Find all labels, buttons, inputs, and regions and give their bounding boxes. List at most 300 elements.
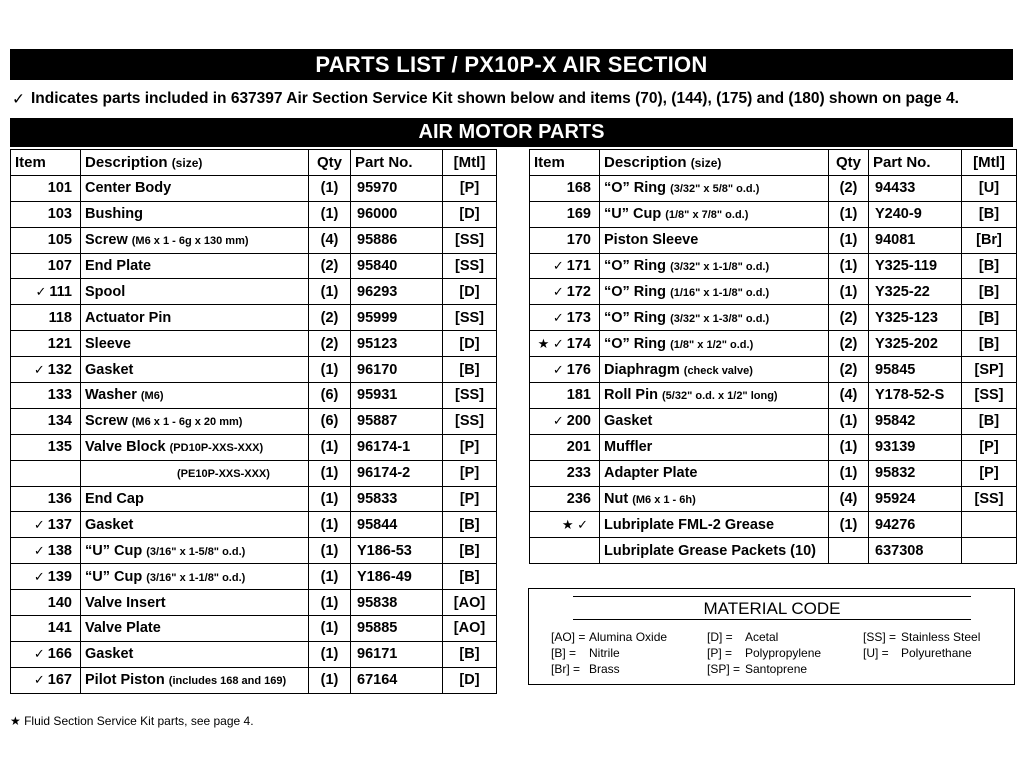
table-row <box>530 253 1017 279</box>
item-cell <box>530 383 600 409</box>
item-cell <box>11 227 81 253</box>
description-text: Roll Pin <box>604 387 658 404</box>
material-cell: [SS] <box>443 305 497 331</box>
material-code-column <box>707 629 821 677</box>
description-cell <box>600 434 829 460</box>
item-cell <box>11 253 81 279</box>
size-text: (1/8" x 7/8" o.d.) <box>665 209 749 222</box>
description-cell <box>81 201 309 227</box>
description-cell <box>600 538 829 564</box>
part-number-cell: 94276 <box>869 512 962 538</box>
item-cell <box>11 305 81 331</box>
table-row <box>11 279 497 305</box>
part-number-cell: 95845 <box>869 357 962 383</box>
material-cell: [B] <box>443 512 497 538</box>
material-cell: [U] <box>962 175 1017 201</box>
item-number: 136 <box>47 491 72 508</box>
description-text: “U” Cup <box>85 542 143 559</box>
item-cell <box>530 305 600 331</box>
item-number: 137 <box>47 516 72 533</box>
table-row <box>11 616 497 642</box>
item-number: 201 <box>566 439 591 456</box>
table-row <box>11 383 497 409</box>
description-cell <box>600 279 829 305</box>
qty-cell: (1) <box>309 564 351 590</box>
kit-mark-icon: ✓ <box>33 672 45 688</box>
item-number: 167 <box>47 672 72 689</box>
description-cell <box>81 641 309 667</box>
qty-cell: (6) <box>309 383 351 409</box>
item-number: 141 <box>47 620 72 637</box>
table-row <box>11 460 497 486</box>
size-text: (PD10P-XXS-XXX) <box>169 442 264 455</box>
item-number: 135 <box>47 439 72 456</box>
item-number: 174 <box>566 335 591 352</box>
description-cell <box>81 486 309 512</box>
kit-mark-icon: ✓ <box>33 361 45 377</box>
qty-cell: (4) <box>829 383 869 409</box>
item-number: 140 <box>47 594 72 611</box>
item-number: 101 <box>47 180 72 197</box>
item-cell <box>11 512 81 538</box>
column-header-part-no: Part No. <box>351 150 443 176</box>
size-text: (1/8" x 1/2" o.d.) <box>670 338 754 351</box>
description-cell <box>600 331 829 357</box>
part-number-cell: 95887 <box>351 408 443 434</box>
material-name: Brass <box>589 662 620 676</box>
description-text: Adapter Plate <box>604 465 698 482</box>
material-code-entry <box>863 629 980 645</box>
item-number: 200 <box>566 413 591 430</box>
description-text: Pilot Piston <box>85 672 165 689</box>
part-number-cell: 95833 <box>351 486 443 512</box>
size-text: (1/16" x 1-1/8" o.d.) <box>670 286 770 299</box>
qty-cell: (2) <box>829 331 869 357</box>
description-text: Spool <box>85 283 126 300</box>
column-header-item: Item <box>11 150 81 176</box>
size-text: (3/32" x 5/8" o.d.) <box>670 183 760 196</box>
part-number-cell: 95931 <box>351 383 443 409</box>
material-cell: [Br] <box>962 227 1017 253</box>
description-cell <box>81 460 309 486</box>
item-cell <box>530 434 600 460</box>
description-text: Screw <box>85 413 128 430</box>
description-cell <box>81 538 309 564</box>
material-code: [SS] = <box>863 630 897 644</box>
qty-cell: (1) <box>829 253 869 279</box>
part-number-cell: Y325-22 <box>869 279 962 305</box>
material-name: Stainless Steel <box>901 630 981 644</box>
material-cell: [B] <box>962 408 1017 434</box>
description-cell <box>81 616 309 642</box>
material-name: Polyurethane <box>901 646 972 660</box>
description-cell <box>81 331 309 357</box>
qty-cell: (1) <box>309 434 351 460</box>
item-cell <box>530 538 600 564</box>
description-cell <box>81 564 309 590</box>
table-header-row <box>530 150 1017 176</box>
item-number: 121 <box>47 335 72 352</box>
description-cell <box>81 305 309 331</box>
description-text: Gasket <box>85 361 134 378</box>
qty-cell: (1) <box>309 175 351 201</box>
description-cell <box>81 590 309 616</box>
qty-cell: (2) <box>829 175 869 201</box>
part-number-cell: 96174-2 <box>351 460 443 486</box>
table-row <box>11 564 497 590</box>
size-text: (check valve) <box>683 364 753 377</box>
column-header-description: Description (size) <box>600 150 829 176</box>
description-cell <box>600 408 829 434</box>
material-cell: [D] <box>443 331 497 357</box>
qty-cell: (1) <box>309 460 351 486</box>
table-row <box>530 357 1017 383</box>
item-cell <box>530 486 600 512</box>
material-cell: [B] <box>962 305 1017 331</box>
material-cell: [SS] <box>962 383 1017 409</box>
material-name: Polypropylene <box>745 646 822 660</box>
item-number: 233 <box>566 465 591 482</box>
footnote: ★ Fluid Section Service Kit parts, see page 4. <box>10 714 254 728</box>
material-code: [D] = <box>707 630 733 644</box>
section-title: AIR MOTOR PARTS <box>10 118 1013 147</box>
material-cell: [AO] <box>443 616 497 642</box>
page-title: PARTS LIST / PX10P-X AIR SECTION <box>10 49 1013 80</box>
kit-mark-icon: ✓ <box>33 646 45 662</box>
part-number-cell: 94433 <box>869 175 962 201</box>
part-number-cell: 96000 <box>351 201 443 227</box>
size-text: (M6) <box>140 390 164 403</box>
qty-cell: (1) <box>829 227 869 253</box>
material-code-legend <box>528 588 1015 685</box>
material-name: Alumina Oxide <box>589 630 668 644</box>
material-code-title: MATERIAL CODE <box>573 596 971 620</box>
material-code: [AO] = <box>551 630 586 644</box>
column-header-qty: Qty <box>829 150 869 176</box>
item-cell <box>11 590 81 616</box>
material-cell: [P] <box>443 434 497 460</box>
size-text: (3/16" x 1-5/8" o.d.) <box>146 545 246 558</box>
kit-mark-icon: ✓ <box>33 568 45 584</box>
part-number-cell: 94081 <box>869 227 962 253</box>
table-row <box>11 201 497 227</box>
qty-cell: (1) <box>309 641 351 667</box>
part-number-cell: 95970 <box>351 175 443 201</box>
kit-mark-icon: ✓ <box>552 283 564 299</box>
description-cell <box>81 434 309 460</box>
item-number: 181 <box>566 387 591 404</box>
item-number: 138 <box>47 542 72 559</box>
item-cell <box>11 331 81 357</box>
item-number: 176 <box>566 361 591 378</box>
column-header-item: Item <box>530 150 600 176</box>
part-number-cell: 95123 <box>351 331 443 357</box>
qty-cell: (2) <box>829 305 869 331</box>
size-text: (3/32" x 1-1/8" o.d.) <box>670 261 770 273</box>
material-cell: [AO] <box>443 590 497 616</box>
kit-mark-icon: ✓ <box>552 258 564 273</box>
item-number: 171 <box>566 258 591 274</box>
description-text: Lubriplate FML-2 Grease <box>604 516 775 533</box>
part-number-cell: 95832 <box>869 460 962 486</box>
item-cell <box>11 175 81 201</box>
qty-cell: (1) <box>309 201 351 227</box>
material-cell: [SS] <box>443 253 497 279</box>
description-text: “O” Ring <box>604 309 667 326</box>
description-cell <box>600 512 829 538</box>
kit-mark-icon: ✓ <box>33 542 45 558</box>
item-cell <box>11 460 81 486</box>
material-code-entry <box>707 629 821 645</box>
description-text: Valve Insert <box>85 594 166 611</box>
material-cell: [B] <box>443 641 497 667</box>
qty-cell <box>829 538 869 564</box>
description-text: End Cap <box>85 491 144 508</box>
qty-cell: (1) <box>829 512 869 538</box>
size-text: (M6 x 1 - 6h) <box>632 494 696 507</box>
description-text: Actuator Pin <box>85 309 172 326</box>
part-number-cell: 96293 <box>351 279 443 305</box>
material-cell: [P] <box>962 434 1017 460</box>
description-text: “O” Ring <box>604 283 667 300</box>
table-row <box>530 486 1017 512</box>
material-cell: [D] <box>443 667 497 693</box>
item-cell <box>11 486 81 512</box>
material-name: Acetal <box>745 630 779 644</box>
part-number-cell: 637308 <box>869 538 962 564</box>
description-cell <box>600 305 829 331</box>
table-row <box>11 434 497 460</box>
description-cell <box>81 253 309 279</box>
kit-mark-icon: ★ ✓ <box>561 516 588 532</box>
item-number: 168 <box>566 180 591 197</box>
item-cell <box>11 383 81 409</box>
item-cell <box>11 616 81 642</box>
kit-mark-icon: ✓ <box>35 283 47 299</box>
material-cell: [B] <box>962 201 1017 227</box>
table-row <box>11 253 497 279</box>
table-row <box>11 512 497 538</box>
table-row <box>530 201 1017 227</box>
table-header-row <box>11 150 497 176</box>
material-code-entry <box>863 645 980 661</box>
size-text: (5/32" o.d. x 1/2" long) <box>662 390 778 403</box>
description-cell <box>600 227 829 253</box>
table-row <box>530 434 1017 460</box>
description-cell <box>81 227 309 253</box>
part-number-cell: Y186-49 <box>351 564 443 590</box>
item-cell <box>11 667 81 693</box>
qty-cell: (1) <box>829 460 869 486</box>
part-number-cell: 95840 <box>351 253 443 279</box>
material-cell: [D] <box>443 201 497 227</box>
item-cell <box>530 460 600 486</box>
item-cell <box>11 434 81 460</box>
description-cell <box>81 279 309 305</box>
parts-table-left <box>10 149 497 694</box>
part-number-cell: 95838 <box>351 590 443 616</box>
qty-cell: (2) <box>309 253 351 279</box>
kit-mark-icon: ★ ✓ <box>537 335 564 351</box>
kit-mark-icon: ✓ <box>552 309 564 325</box>
part-number-cell: 96170 <box>351 357 443 383</box>
material-code: [U] = <box>863 646 889 660</box>
qty-cell: (1) <box>309 486 351 512</box>
kit-mark-icon: ✓ <box>552 361 564 377</box>
part-number-cell: 95885 <box>351 616 443 642</box>
item-number: 133 <box>47 387 72 404</box>
description-cell <box>81 383 309 409</box>
description-text: “O” Ring <box>604 180 667 197</box>
size-text: (PE10P-XXS-XXX) <box>177 468 270 481</box>
size-text: (M6 x 1 - 6g x 130 mm) <box>131 235 249 248</box>
column-header-part-no: Part No. <box>869 150 962 176</box>
part-number-cell: Y325-119 <box>869 253 962 279</box>
qty-cell: (2) <box>309 331 351 357</box>
item-cell <box>530 408 600 434</box>
item-cell <box>11 408 81 434</box>
qty-cell: (1) <box>309 667 351 693</box>
item-number: 118 <box>48 309 72 326</box>
size-text: (M6 x 1 - 6g x 20 mm) <box>131 416 243 429</box>
part-number-cell: 96171 <box>351 641 443 667</box>
material-code-column <box>551 629 667 677</box>
description-cell <box>600 486 829 512</box>
qty-cell: (1) <box>829 279 869 305</box>
item-cell <box>530 279 600 305</box>
qty-cell: (2) <box>309 305 351 331</box>
table-row <box>11 331 497 357</box>
item-number: 173 <box>566 309 591 326</box>
item-number: 169 <box>566 206 591 223</box>
part-number-cell: Y325-202 <box>869 331 962 357</box>
column-header-description: Description (size) <box>81 150 309 176</box>
material-cell <box>962 538 1017 564</box>
description-text: Gasket <box>85 516 134 533</box>
description-cell <box>600 357 829 383</box>
item-number: 236 <box>566 491 591 508</box>
item-number: 172 <box>566 283 591 300</box>
table-row <box>11 641 497 667</box>
description-cell <box>600 460 829 486</box>
parts-table-right <box>529 149 1017 564</box>
material-cell: [P] <box>443 460 497 486</box>
description-text: Muffler <box>604 439 653 456</box>
item-cell <box>530 331 600 357</box>
part-number-cell: 96174-1 <box>351 434 443 460</box>
material-cell: [B] <box>443 538 497 564</box>
qty-cell: (4) <box>309 227 351 253</box>
table-row <box>530 279 1017 305</box>
item-cell <box>530 253 600 279</box>
table-row <box>530 408 1017 434</box>
description-cell <box>600 383 829 409</box>
table-row <box>530 331 1017 357</box>
description-cell <box>81 357 309 383</box>
description-text: “O” Ring <box>604 258 667 274</box>
material-name: Nitrile <box>589 646 620 660</box>
material-code: [P] = <box>707 646 733 660</box>
table-row <box>530 227 1017 253</box>
item-number: 166 <box>47 646 72 663</box>
material-code: [SP] = <box>707 662 741 676</box>
qty-cell: (1) <box>309 357 351 383</box>
material-cell: [B] <box>443 564 497 590</box>
qty-cell: (1) <box>829 201 869 227</box>
material-cell: [SP] <box>962 357 1017 383</box>
part-number-cell: Y178-52-S <box>869 383 962 409</box>
item-cell <box>530 512 600 538</box>
item-cell <box>11 641 81 667</box>
material-code-entry <box>551 645 667 661</box>
qty-cell: (1) <box>309 512 351 538</box>
part-number-cell: Y240-9 <box>869 201 962 227</box>
item-cell <box>11 564 81 590</box>
material-cell: [SS] <box>443 383 497 409</box>
part-number-cell: 95886 <box>351 227 443 253</box>
description-text: End Plate <box>85 258 152 274</box>
material-cell: [B] <box>962 331 1017 357</box>
table-row <box>11 305 497 331</box>
material-code-entry <box>707 661 821 677</box>
material-cell: [SS] <box>962 486 1017 512</box>
description-text: Diaphragm <box>604 361 680 378</box>
item-number: 111 <box>49 283 72 300</box>
material-code-entry <box>707 645 821 661</box>
qty-cell: (1) <box>829 408 869 434</box>
kit-mark-icon: ✓ <box>552 413 564 429</box>
part-number-cell: 93139 <box>869 434 962 460</box>
description-text: Valve Block <box>85 439 166 456</box>
part-number-cell: Y186-53 <box>351 538 443 564</box>
service-kit-note-text: Indicates parts included in 637397 Air Section Service Kit shown below and items (70), (144), (175) and (180) shown on page 4. <box>31 90 959 107</box>
description-cell <box>81 667 309 693</box>
material-cell: [B] <box>443 357 497 383</box>
item-cell <box>530 357 600 383</box>
item-cell <box>11 357 81 383</box>
material-code-column <box>863 629 980 661</box>
column-header-mtl: [Mtl] <box>443 150 497 176</box>
table-row <box>530 305 1017 331</box>
material-cell: [D] <box>443 279 497 305</box>
column-header-qty: Qty <box>309 150 351 176</box>
table-row <box>11 357 497 383</box>
qty-cell: (1) <box>829 434 869 460</box>
description-text: Center Body <box>85 180 172 197</box>
table-row <box>530 512 1017 538</box>
kit-mark-icon: ✓ <box>33 516 45 532</box>
description-text: Piston Sleeve <box>604 232 699 249</box>
item-cell <box>11 538 81 564</box>
material-code: [B] = <box>551 646 577 660</box>
table-row <box>530 460 1017 486</box>
size-text: (includes 168 and 169) <box>168 675 287 688</box>
description-text: Screw <box>85 232 128 249</box>
item-number: 132 <box>47 361 72 378</box>
material-cell: [P] <box>443 486 497 512</box>
item-cell <box>530 175 600 201</box>
material-cell <box>962 512 1017 538</box>
part-number-cell: Y325-123 <box>869 305 962 331</box>
item-cell <box>11 201 81 227</box>
table-row <box>530 538 1017 564</box>
item-number: 134 <box>47 413 72 430</box>
description-text: Lubriplate Grease Packets (10) <box>604 542 816 559</box>
description-cell <box>600 175 829 201</box>
description-text: Sleeve <box>85 335 131 352</box>
item-number: 105 <box>47 232 72 249</box>
description-text: Bushing <box>85 206 143 223</box>
